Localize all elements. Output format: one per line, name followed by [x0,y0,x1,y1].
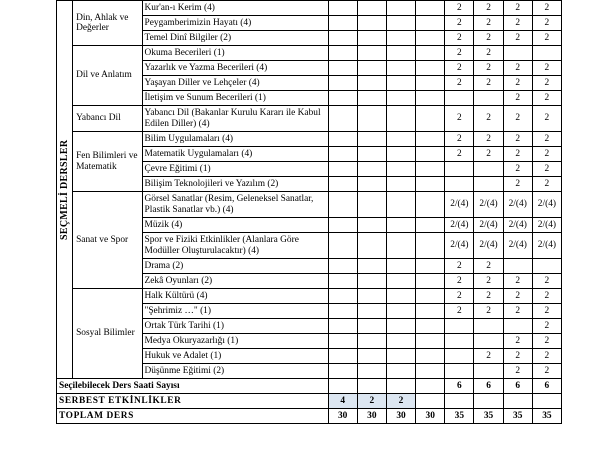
footer-hours-cell: 30 [328,409,357,424]
hours-cell: 2 [474,147,503,162]
hours-cell: 2 [474,132,503,147]
hours-cell [474,319,503,334]
hours-cell: 2 [474,31,503,46]
hours-cell: 2 [503,289,532,304]
hours-cell: 2/(4) [445,192,474,218]
hours-cell [328,91,357,106]
hours-cell [416,304,445,319]
hours-cell [445,334,474,349]
footer-hours-cell: 35 [532,409,561,424]
subject-name: İletişim ve Sunum Becerileri (1) [142,91,328,106]
group-label: Yabancı Dil [73,106,142,132]
hours-cell: 2 [532,319,561,334]
hours-cell [328,192,357,218]
hours-cell: 2 [532,76,561,91]
hours-cell [416,349,445,364]
hours-cell: 2 [445,274,474,289]
footer-hours-cell: 6 [503,379,532,394]
hours-cell [386,76,415,91]
curriculum-table [56,0,562,424]
table-row [57,106,562,132]
footer-hours-cell [503,394,532,409]
hours-cell: 2/(4) [503,192,532,218]
hours-cell: 2 [445,289,474,304]
hours-cell [416,289,445,304]
table-row [57,1,562,16]
hours-cell [357,319,386,334]
table-row [57,289,562,304]
hours-cell [386,147,415,162]
hours-cell [474,91,503,106]
hours-cell: 2 [445,76,474,91]
table-body [57,1,562,424]
hours-cell: 2 [474,274,503,289]
hours-cell: 2/(4) [532,218,561,233]
footer-hours-cell: 2 [386,394,415,409]
hours-cell: 2 [532,289,561,304]
hours-cell: 2 [532,334,561,349]
footer-hours-cell: 6 [445,379,474,394]
footer-hours-cell: 35 [445,409,474,424]
subject-name: Bilim Uygulamaları (4) [142,132,328,147]
footer-hours-cell: 30 [357,409,386,424]
hours-cell [474,177,503,192]
hours-cell: 2 [474,76,503,91]
footer-hours-cell: 4 [328,394,357,409]
hours-cell [416,192,445,218]
footer-label: SERBEST ETKİNLİKLER [57,394,329,409]
subject-name: Peygamberimizin Hayatı (4) [142,16,328,31]
hours-cell: 2 [474,349,503,364]
hours-cell [386,31,415,46]
hours-cell [357,1,386,16]
hours-cell [328,364,357,379]
table-row [57,409,562,424]
hours-cell: 2 [445,147,474,162]
footer-hours-cell [416,394,445,409]
hours-cell [357,289,386,304]
hours-cell [416,1,445,16]
hours-cell [328,106,357,132]
subject-name: Okuma Becerileri (1) [142,46,328,61]
hours-cell [328,259,357,274]
hours-cell: 2 [503,132,532,147]
hours-cell [386,192,415,218]
hours-cell [328,46,357,61]
subject-name: Kur'an-ı Kerim (4) [142,1,328,16]
hours-cell [328,233,357,259]
hours-cell [357,364,386,379]
hours-cell [416,218,445,233]
hours-cell [357,177,386,192]
hours-cell [503,319,532,334]
hours-cell [328,147,357,162]
hours-cell [416,31,445,46]
hours-cell [328,76,357,91]
group-label: Sanat ve Spor [73,192,142,289]
subject-name: Yaşayan Diller ve Lehçeler (4) [142,76,328,91]
hours-cell: 2 [503,349,532,364]
hours-cell [328,177,357,192]
hours-cell [357,132,386,147]
hours-cell: 2 [474,106,503,132]
footer-hours-cell [328,379,357,394]
hours-cell: 2/(4) [503,233,532,259]
group-label: Din, Ahlak ve Değerler [73,1,142,46]
hours-cell: 2/(4) [474,192,503,218]
hours-cell: 2/(4) [474,218,503,233]
hours-cell: 2 [503,76,532,91]
hours-cell: 2 [503,91,532,106]
hours-cell: 2 [445,16,474,31]
hours-cell [474,364,503,379]
hours-cell [357,46,386,61]
hours-cell: 2 [503,177,532,192]
footer-hours-cell [474,394,503,409]
hours-cell [328,334,357,349]
hours-cell: 2 [503,334,532,349]
group-label: Sosyal Bilimler [73,289,142,379]
hours-cell [386,162,415,177]
hours-cell: 2 [503,162,532,177]
hours-cell [386,61,415,76]
hours-cell: 2 [503,31,532,46]
subject-name: Bilişim Teknolojileri ve Yazılım (2) [142,177,328,192]
hours-cell [386,218,415,233]
subject-name: Yabancı Dil (Bakanlar Kurulu Kararı ile Kabul Edilen Diller) (4) [142,106,328,132]
hours-cell: 2 [532,31,561,46]
hours-cell: 2 [503,147,532,162]
subject-name: Görsel Sanatlar (Resim, Geleneksel Sanatlar, Plastik Sanatlar vb.) (4) [142,192,328,218]
hours-cell [416,61,445,76]
hours-cell [357,61,386,76]
hours-cell [386,289,415,304]
hours-cell [386,177,415,192]
hours-cell [357,349,386,364]
hours-cell [357,218,386,233]
footer-hours-cell [386,379,415,394]
hours-cell [357,274,386,289]
hours-cell: 2 [445,259,474,274]
subject-name: Düşünme Eğitimi (2) [142,364,328,379]
hours-cell: 2 [474,289,503,304]
subject-name: Yazarlık ve Yazma Becerileri (4) [142,61,328,76]
hours-cell [328,1,357,16]
hours-cell [416,16,445,31]
subject-name: Halk Kültürü (4) [142,289,328,304]
table-row [57,394,562,409]
hours-cell [386,349,415,364]
hours-cell [328,31,357,46]
group-label: Fen Bilimleri ve Matematik [73,132,142,192]
hours-cell: 2 [532,162,561,177]
footer-hours-cell [532,394,561,409]
footer-hours-cell [416,379,445,394]
hours-cell [328,304,357,319]
hours-cell: 2 [503,16,532,31]
subject-name: Hukuk ve Adalet (1) [142,349,328,364]
hours-cell: 2 [503,364,532,379]
hours-cell: 2 [474,16,503,31]
hours-cell [386,106,415,132]
subject-name: Çevre Eğitimi (1) [142,162,328,177]
hours-cell: 2/(4) [503,218,532,233]
hours-cell [416,162,445,177]
hours-cell [416,177,445,192]
subject-name: Ortak Türk Tarihi (1) [142,319,328,334]
hours-cell [328,218,357,233]
table-row [57,379,562,394]
hours-cell [445,319,474,334]
subject-name: Drama (2) [142,259,328,274]
hours-cell [357,334,386,349]
hours-cell [328,349,357,364]
hours-cell: 2/(4) [474,233,503,259]
hours-cell [357,106,386,132]
hours-cell [386,304,415,319]
hours-cell [357,16,386,31]
hours-cell: 2 [445,31,474,46]
hours-cell: 2 [445,132,474,147]
hours-cell [386,132,415,147]
hours-cell [416,147,445,162]
hours-cell [328,162,357,177]
hours-cell [328,274,357,289]
hours-cell [445,177,474,192]
hours-cell [357,259,386,274]
hours-cell: 2/(4) [532,233,561,259]
hours-cell: 2 [445,304,474,319]
hours-cell [416,319,445,334]
hours-cell [474,162,503,177]
hours-cell [416,46,445,61]
hours-cell: 2 [532,349,561,364]
hours-cell: 2 [474,46,503,61]
hours-cell: 2 [532,106,561,132]
hours-cell [532,46,561,61]
footer-hours-cell: 30 [416,409,445,424]
hours-cell [386,364,415,379]
hours-cell [386,1,415,16]
footer-label: Seçilebilecek Ders Saati Sayısı [57,379,329,394]
hours-cell [386,319,415,334]
hours-cell [503,46,532,61]
hours-cell [328,16,357,31]
hours-cell: 2 [445,61,474,76]
hours-cell [474,334,503,349]
subject-name: Medya Okuryazarlığı (1) [142,334,328,349]
hours-cell: 2 [474,259,503,274]
hours-cell: 2 [503,274,532,289]
subject-name: "Şehrimiz …" (1) [142,304,328,319]
hours-cell: 2 [532,364,561,379]
hours-cell [416,274,445,289]
hours-cell: 2 [532,1,561,16]
hours-cell: 2 [532,177,561,192]
hours-cell [328,132,357,147]
hours-cell [386,91,415,106]
hours-cell [357,162,386,177]
hours-cell: 2 [532,61,561,76]
hours-cell: 2 [532,132,561,147]
hours-cell: 2 [532,91,561,106]
hours-cell: 2 [503,106,532,132]
hours-cell [357,31,386,46]
hours-cell: 2 [474,61,503,76]
hours-cell: 2 [532,304,561,319]
hours-cell: 2 [532,16,561,31]
hours-cell [416,132,445,147]
hours-cell [386,46,415,61]
hours-cell [445,91,474,106]
footer-hours-cell: 6 [532,379,561,394]
footer-hours-cell [357,379,386,394]
subject-name: Matematik Uygulamaları (4) [142,147,328,162]
hours-cell [416,106,445,132]
hours-cell: 2/(4) [445,218,474,233]
hours-cell [503,259,532,274]
table-row [57,192,562,218]
footer-hours-cell: 35 [503,409,532,424]
hours-cell [445,364,474,379]
group-label: Dil ve Anlatım [73,46,142,106]
subject-name: Spor ve Fiziki Etkinlikler (Alanlara Göre Modüller Oluşturulacaktır) (4) [142,233,328,259]
hours-cell [328,289,357,304]
footer-hours-cell: 2 [357,394,386,409]
hours-cell [357,91,386,106]
table-row [57,132,562,147]
subject-name: Müzik (4) [142,218,328,233]
footer-hours-cell: 30 [386,409,415,424]
table-row [57,46,562,61]
category-label: SEÇMELİ DERSLER [57,1,73,379]
hours-cell: 2 [503,1,532,16]
footer-label: TOPLAM DERS [57,409,329,424]
hours-cell [357,76,386,91]
hours-cell [445,162,474,177]
hours-cell: 2 [532,147,561,162]
hours-cell [357,192,386,218]
hours-cell [416,233,445,259]
hours-cell: 2/(4) [445,233,474,259]
hours-cell: 2 [474,304,503,319]
hours-cell [416,334,445,349]
hours-cell [416,364,445,379]
hours-cell [357,304,386,319]
footer-hours-cell [445,394,474,409]
hours-cell: 2 [503,61,532,76]
hours-cell: 2 [445,106,474,132]
hours-cell [386,334,415,349]
hours-cell [386,233,415,259]
hours-cell: 2/(4) [532,192,561,218]
hours-cell: 2 [445,46,474,61]
hours-cell [445,349,474,364]
hours-cell: 2 [445,1,474,16]
footer-hours-cell: 6 [474,379,503,394]
hours-cell [386,259,415,274]
subject-name: Temel Dinî Bilgiler (2) [142,31,328,46]
hours-cell: 2 [532,274,561,289]
hours-cell: 2 [503,304,532,319]
hours-cell [386,16,415,31]
hours-cell [357,233,386,259]
footer-hours-cell: 35 [474,409,503,424]
hours-cell [386,274,415,289]
hours-cell [416,91,445,106]
hours-cell [416,259,445,274]
hours-cell [328,61,357,76]
subject-name: Zekâ Oyunları (2) [142,274,328,289]
hours-cell [357,147,386,162]
hours-cell [328,319,357,334]
hours-cell: 2 [474,1,503,16]
hours-cell [532,259,561,274]
hours-cell [416,76,445,91]
